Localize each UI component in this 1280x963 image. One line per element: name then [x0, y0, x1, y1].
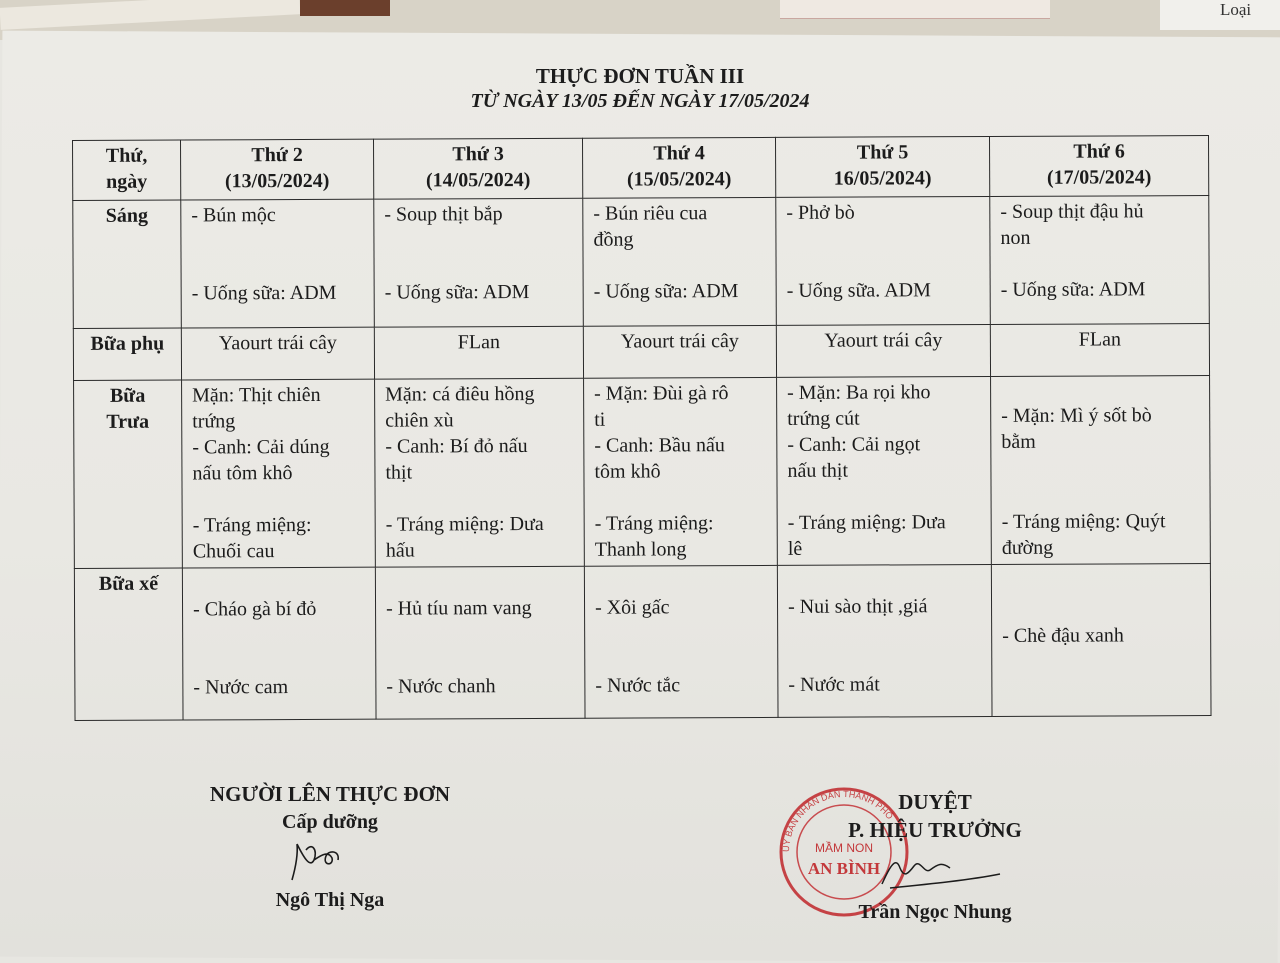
menu-cell: [777, 564, 992, 717]
signature-scribble-icon: [200, 836, 460, 886]
menu-cell: [374, 198, 584, 327]
day-date: (15/05/2024): [626, 168, 732, 191]
drink-text: - Nước mát: [788, 673, 880, 696]
dessert-text: - Tráng miệng: Thanh long: [594, 512, 714, 561]
day-header: [582, 137, 775, 198]
main-dish-text: Mặn: cá điêu hồng chiên xù - Canh: Bí đỏ nấu thịt: [385, 382, 535, 484]
background-object: [300, 0, 390, 16]
day-date: (13/05/2024): [224, 169, 330, 193]
menu-cell: [375, 566, 585, 719]
main-dish-text: Mặn: Thịt chiên trứng - Canh: Cải dúng nấu tôm khô: [192, 383, 330, 485]
preparer-heading: NGƯỜI LÊN THỰC ĐƠN: [209, 782, 451, 806]
approver-signature: [820, 844, 1050, 898]
document-title: THỰC ĐƠN TUẦN III: [535, 64, 745, 88]
drink-text: - Uống sữa: ADM: [384, 281, 530, 304]
approver-role: P. HIỆU TRƯỞNG: [848, 818, 1022, 842]
menu-cell: [181, 199, 375, 328]
day-header: [775, 136, 989, 197]
menu-cell: [375, 378, 585, 567]
background-corner-text: Loại: [1220, 0, 1252, 19]
day-date: (14/05/2024): [425, 169, 531, 192]
menu-cell: [182, 567, 376, 720]
main-dish-text: - Mặn: Ba rọi kho trứng cút - Canh: Cải ngọt nấu thịt: [787, 381, 931, 482]
food-text: - Cháo gà bí đỏ: [193, 597, 317, 621]
day-date: 16/05/2024): [833, 167, 932, 190]
menu-cell: FLan: [990, 324, 1209, 377]
dessert-text: - Tráng miệng: Chuối cau: [192, 513, 312, 563]
dessert-text: - Tráng miệng: Quýt đường: [1001, 510, 1166, 559]
menu-cell: [991, 376, 1211, 565]
preparer-signature-block: [200, 780, 460, 914]
drink-text: - Uống sữa: ADM: [593, 280, 739, 303]
menu-cell: Yaourt trái cây: [181, 327, 374, 380]
day-header: [181, 139, 374, 200]
day-header: [989, 136, 1208, 197]
preparer-signature: [200, 836, 460, 886]
food-text: - Xôi gấc: [594, 596, 670, 619]
drink-text: - Uống sữa. ADM: [786, 279, 931, 302]
menu-cell: [990, 196, 1210, 325]
day-label: Thứ 2: [251, 143, 303, 167]
approver-signature-block: [820, 788, 1050, 926]
menu-cell: [584, 377, 778, 566]
dessert-text: - Tráng miệng: Dưa lê: [787, 511, 946, 560]
seal-ring-text: ỦY BAN NHÂN DÂN THÀNH PHỐ: [780, 788, 895, 853]
menu-cell: [584, 565, 778, 718]
food-text: - Chè đậu xanh: [1002, 624, 1124, 647]
row-label: Sáng: [73, 200, 182, 328]
seal-line1: MẦM NON: [815, 841, 873, 855]
corner-header: Thứ, ngày: [73, 140, 181, 200]
table-row-afternoon: [74, 564, 1211, 721]
dish-text: - Soup thịt đậu hủ non: [1000, 200, 1144, 249]
menu-cell: [182, 379, 376, 568]
menu-cell: FLan: [374, 326, 583, 379]
menu-cell: [583, 197, 777, 326]
drink-text: - Uống sữa: ADM: [191, 281, 337, 305]
drink-text: - Nước cam: [193, 676, 289, 699]
row-label: Bữa Trưa: [74, 380, 183, 568]
preparer-role: Cấp dưỡng: [282, 811, 378, 833]
preparer-name: Ngô Thị Nga: [275, 889, 385, 911]
drink-text: - Uống sữa: ADM: [1000, 278, 1146, 301]
day-header: [373, 138, 582, 199]
drink-text: - Nước tắc: [595, 674, 681, 697]
dish-text: - Bún riêu cua đồng: [593, 202, 708, 251]
menu-cell: [776, 196, 991, 325]
seal-line2: AN BÌNH: [807, 859, 881, 878]
day-label: Thứ 6: [1073, 140, 1125, 163]
menu-cell: [777, 376, 992, 565]
day-label: Thứ 5: [856, 141, 909, 164]
dish-text: - Bún mộc: [191, 204, 276, 227]
menu-cell: [991, 564, 1211, 717]
table-row-lunch: [74, 376, 1211, 569]
approver-name: Trần Ngọc Nhung: [858, 901, 1012, 923]
background-paper-scrap: [780, 0, 1050, 19]
dish-text: - Soup thịt bắp: [384, 203, 503, 226]
food-text: - Nui sào thịt ,giá: [787, 595, 928, 618]
day-label: Thứ 3: [452, 143, 504, 166]
dish-text: - Phở bò: [786, 201, 855, 224]
day-date: (17/05/2024): [1046, 166, 1152, 189]
dessert-text: - Tráng miệng: Dưa hấu: [385, 512, 544, 562]
table-row-breakfast: [73, 196, 1210, 329]
document-subtitle: TỪ NGÀY 13/05 ĐẾN NGÀY 17/05/2024: [470, 90, 810, 112]
main-dish-text: - Mặn: Mì ý sốt bò bằm: [1001, 404, 1152, 453]
approver-heading: DUYỆT: [898, 790, 972, 814]
weekly-menu-table: [72, 135, 1212, 721]
main-dish-text: - Mặn: Đùi gà rô ti - Canh: Bầu nấu tôm khô: [594, 382, 729, 483]
row-label: Bữa xế: [74, 568, 183, 720]
food-text: - Hủ tíu nam vang: [385, 596, 532, 620]
row-label: Bữa phụ: [73, 328, 181, 380]
drink-text: - Nước chanh: [386, 675, 496, 698]
table-header-row: [73, 136, 1209, 201]
menu-cell: Yaourt trái cây: [776, 324, 990, 377]
table-row-snack: [73, 324, 1209, 381]
day-label: Thứ 4: [653, 142, 705, 165]
signature-scribble-icon: [820, 844, 1050, 898]
menu-cell: Yaourt trái cây: [583, 325, 776, 378]
